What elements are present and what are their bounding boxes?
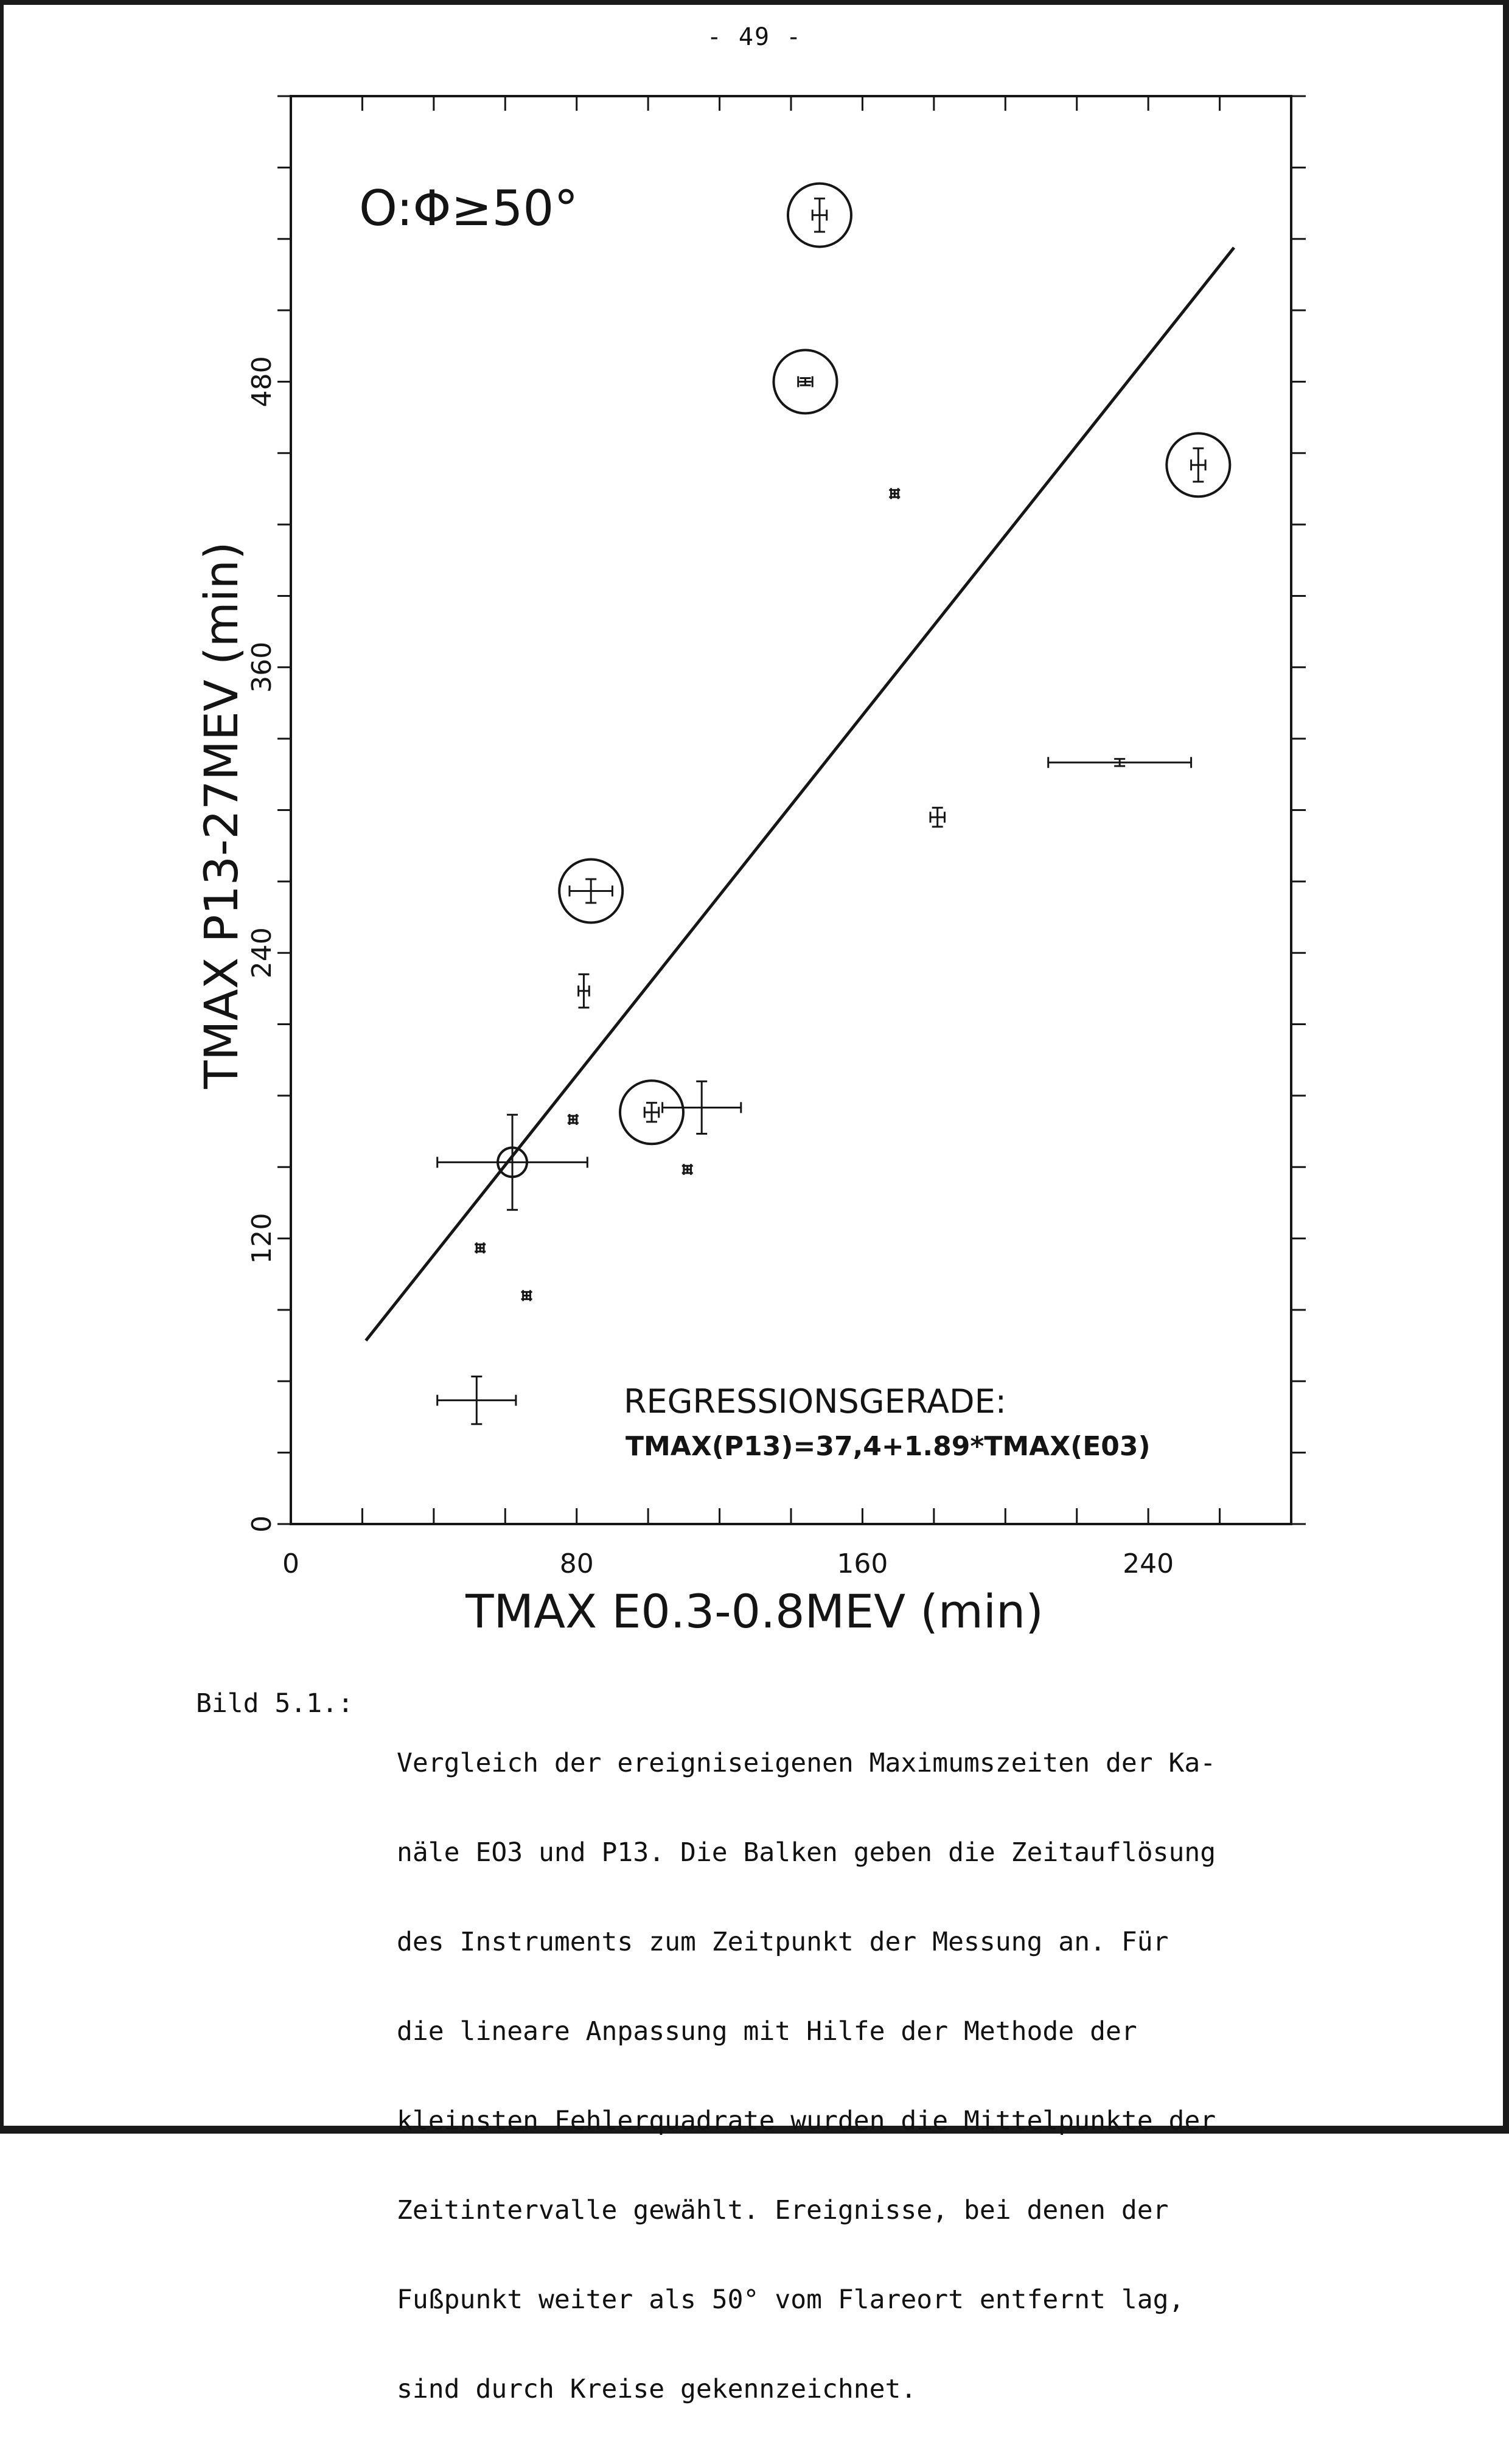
caption-line: Vergleich der ereigniseigenen Maximumszeiten der Ka-: [397, 1748, 1216, 1778]
caption-text: [397, 1689, 1509, 2464]
data-point: [773, 350, 837, 413]
x-tick-label-80: 80: [559, 1548, 594, 1579]
data-point: [682, 1164, 693, 1175]
axes-frame: [291, 96, 1291, 1524]
caption-line: Fußpunkt weiter als 50° vom Flareort entfernt lag,: [397, 2285, 1185, 2315]
data-point: [1166, 433, 1230, 496]
data-point: [1048, 757, 1191, 768]
regression-formula: TMAX(P13)=37,4+1.89*TMAX(E03): [626, 1431, 1151, 1462]
data-point: [788, 184, 851, 247]
x-tick-label-0: 0: [282, 1548, 299, 1579]
regression-line: [366, 248, 1234, 1341]
caption-line: die lineare Anpassung mit Hilfe der Methode der: [397, 2016, 1137, 2047]
plot-frame: [291, 96, 1291, 1524]
caption-line: des Instruments zum Zeitpunkt der Messung an. Für: [397, 1927, 1169, 1957]
y-tick-label-120: 120: [246, 1213, 277, 1264]
data-point: [437, 1376, 516, 1424]
page-number: - 49 -: [706, 23, 803, 51]
caption-label: Bild 5.1.:: [196, 1688, 354, 1719]
data-point: [521, 1290, 532, 1301]
y-tick-label-360: 360: [246, 641, 277, 693]
data-point: [930, 808, 944, 827]
caption-line: kleinsten Fehlerquadrate wurden die Mittelpunkte der: [397, 2106, 1216, 2136]
caption-line: näle EO3 und P13. Die Balken geben die Zeitauflösung: [397, 1837, 1216, 1868]
data-point: [620, 1081, 683, 1144]
x-tick-label-240: 240: [1123, 1548, 1174, 1579]
x-axis-label: TMAX E0.3-0.8MEV (min): [465, 1584, 1044, 1638]
y-tick-label-240: 240: [246, 927, 277, 979]
data-point: [437, 1115, 588, 1209]
data-point: [578, 974, 589, 1008]
regression-title: REGRESSIONSGERADE:: [624, 1382, 1006, 1421]
data-point: [889, 488, 900, 499]
y-tick-label-0: 0: [246, 1516, 277, 1533]
caption-line: sind durch Kreise gekennzeichnet.: [397, 2374, 917, 2404]
caption-line: Zeitintervalle gewählt. Ereignisse, bei denen der: [397, 2195, 1169, 2226]
data-point: [559, 859, 622, 922]
axis-ticks: [277, 96, 1306, 1524]
data-point: [568, 1114, 579, 1125]
y-axis-label: TMAX P13-27MEV (min): [194, 541, 248, 1089]
data-point: [475, 1242, 486, 1253]
y-tick-label-480: 480: [246, 356, 277, 408]
data-points: [437, 184, 1230, 1424]
regression-line-group: [366, 248, 1234, 1341]
legend-circle-meaning: O:Φ≥50°: [359, 180, 579, 237]
x-tick-label-160: 160: [837, 1548, 888, 1579]
